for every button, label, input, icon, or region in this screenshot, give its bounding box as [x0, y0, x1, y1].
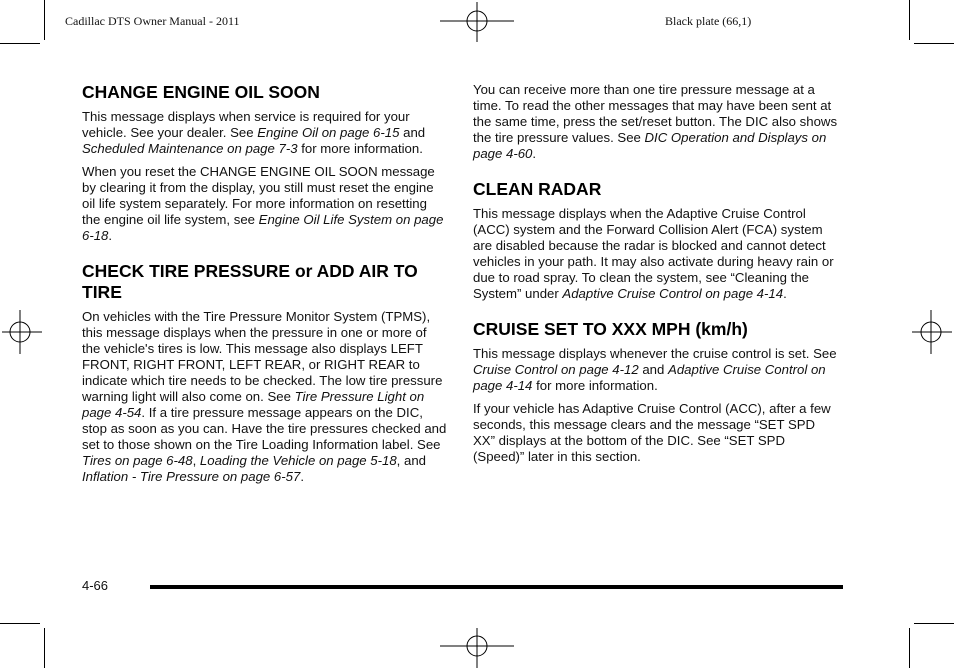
crop-mark: [44, 628, 45, 668]
header-manual-title: Cadillac DTS Owner Manual - 2011: [65, 14, 240, 28]
crop-mark: [909, 628, 910, 668]
text: .: [108, 228, 113, 243]
crop-mark: [44, 0, 45, 40]
text: , and: [396, 453, 427, 468]
oil-paragraph-2: [82, 164, 447, 244]
cruise-paragraph-1: [473, 346, 838, 394]
text: On vehicles with the Tire Pressure Monitor System (TPMS), this message displays when the pressure in one or more of the vehicle's tires is low. This message also displays LEFT FRONT, RIGHT FRONT, LEFT REAR, or RIGHT REAR to indicate which tire needs to be checked. The low tire pressure warning light will also come on. See: [82, 309, 443, 404]
cross-reference-link[interactable]: Engine Oil Life System on page 6-18: [82, 212, 444, 243]
right-column: [473, 82, 838, 472]
text: ,: [192, 453, 200, 468]
page-number: 4-66: [82, 578, 109, 593]
crop-mark: [914, 623, 954, 624]
cross-reference-link[interactable]: Tire Pressure Light on page 4-54: [82, 389, 425, 420]
text: . If a tire pressure message appears on the DIC, stop as soon as you can. Have the tire pressures checked and set to those shown on the Tire Loading Information label. See: [82, 405, 447, 452]
cross-reference-link[interactable]: Adaptive Cruise Control on page 4-14: [562, 286, 784, 301]
cross-reference-link[interactable]: Adaptive Cruise Control on page 4-14: [473, 362, 826, 393]
crop-mark: [0, 43, 40, 44]
cross-reference-link[interactable]: Tires on page 6-48: [82, 453, 193, 468]
cross-reference-link[interactable]: Scheduled Maintenance on page 7-3: [82, 141, 298, 156]
heading-check-tire-pressure: CHECK TIRE PRESSURE or ADD AIR TO TIRE: [82, 261, 418, 302]
footer-rule: [150, 585, 843, 589]
text: This message displays when service is required for your vehicle. See your dealer. See: [82, 109, 410, 140]
text: .: [532, 146, 537, 161]
text: This message displays when the Adaptive Cruise Control (ACC) system and the Forward Collision Alert (FCA) system are disabled because the radar is blocked and cannot detect vehicles in your path. It may also activate during heavy rain or due to road spray. To clean the system, see “Cleaning the System” under: [473, 206, 834, 301]
tire-paragraph: [82, 309, 447, 485]
oil-paragraph-1: [82, 109, 447, 157]
header-plate-label: Black plate (66,1): [665, 14, 752, 28]
cross-reference-link[interactable]: Inflation - Tire Pressure on page 6-57: [82, 469, 301, 484]
registration-mark-bottom: [440, 628, 514, 668]
heading-change-engine-oil: CHANGE ENGINE OIL SOON: [82, 82, 320, 102]
crop-mark: [914, 43, 954, 44]
text: and: [399, 125, 426, 140]
crop-mark: [909, 0, 910, 40]
text: You can receive more than one tire pressure message at a time. To read the other messages that may have been sent at the same time, press the set/reset button. The DIC also shows the tire pressure values. See: [473, 82, 838, 145]
text: When you reset the CHANGE ENGINE OIL SOON message by clearing it from the display, you still must reset the engine oil life system separately. For more information on resetting the engine oil life system, see: [82, 164, 435, 227]
text: .: [300, 469, 304, 484]
registration-mark-top: [440, 2, 514, 42]
cross-reference-link[interactable]: DIC Operation and Displays on page 4-60: [473, 130, 827, 161]
cross-reference-link[interactable]: Cruise Control on page 4-12: [473, 362, 639, 377]
registration-mark-right: [912, 310, 952, 354]
cross-reference-link[interactable]: Loading the Vehicle on page 5-18: [199, 453, 397, 468]
left-column: [82, 82, 447, 492]
registration-mark-left: [2, 310, 42, 354]
crop-mark: [0, 623, 40, 624]
text: and: [638, 362, 669, 377]
heading-clean-radar: CLEAN RADAR: [473, 179, 602, 199]
tire-continued-paragraph: [473, 82, 838, 162]
radar-paragraph: [473, 206, 838, 302]
heading-cruise-set: CRUISE SET TO XXX MPH (km/h): [473, 319, 748, 339]
text: .: [783, 286, 787, 301]
text: for more information.: [297, 141, 423, 156]
text: for more information.: [532, 378, 658, 393]
cruise-paragraph-2: If your vehicle has Adaptive Cruise Control (ACC), after a few seconds, this message clears and the message “SET SPD XX” displays at the bottom of the DIC. See “SET SPD (Speed)” later in this section.: [473, 401, 831, 464]
text: This message displays whenever the cruise control is set. See: [473, 346, 837, 361]
cross-reference-link[interactable]: Engine Oil on page 6-15: [257, 125, 400, 140]
